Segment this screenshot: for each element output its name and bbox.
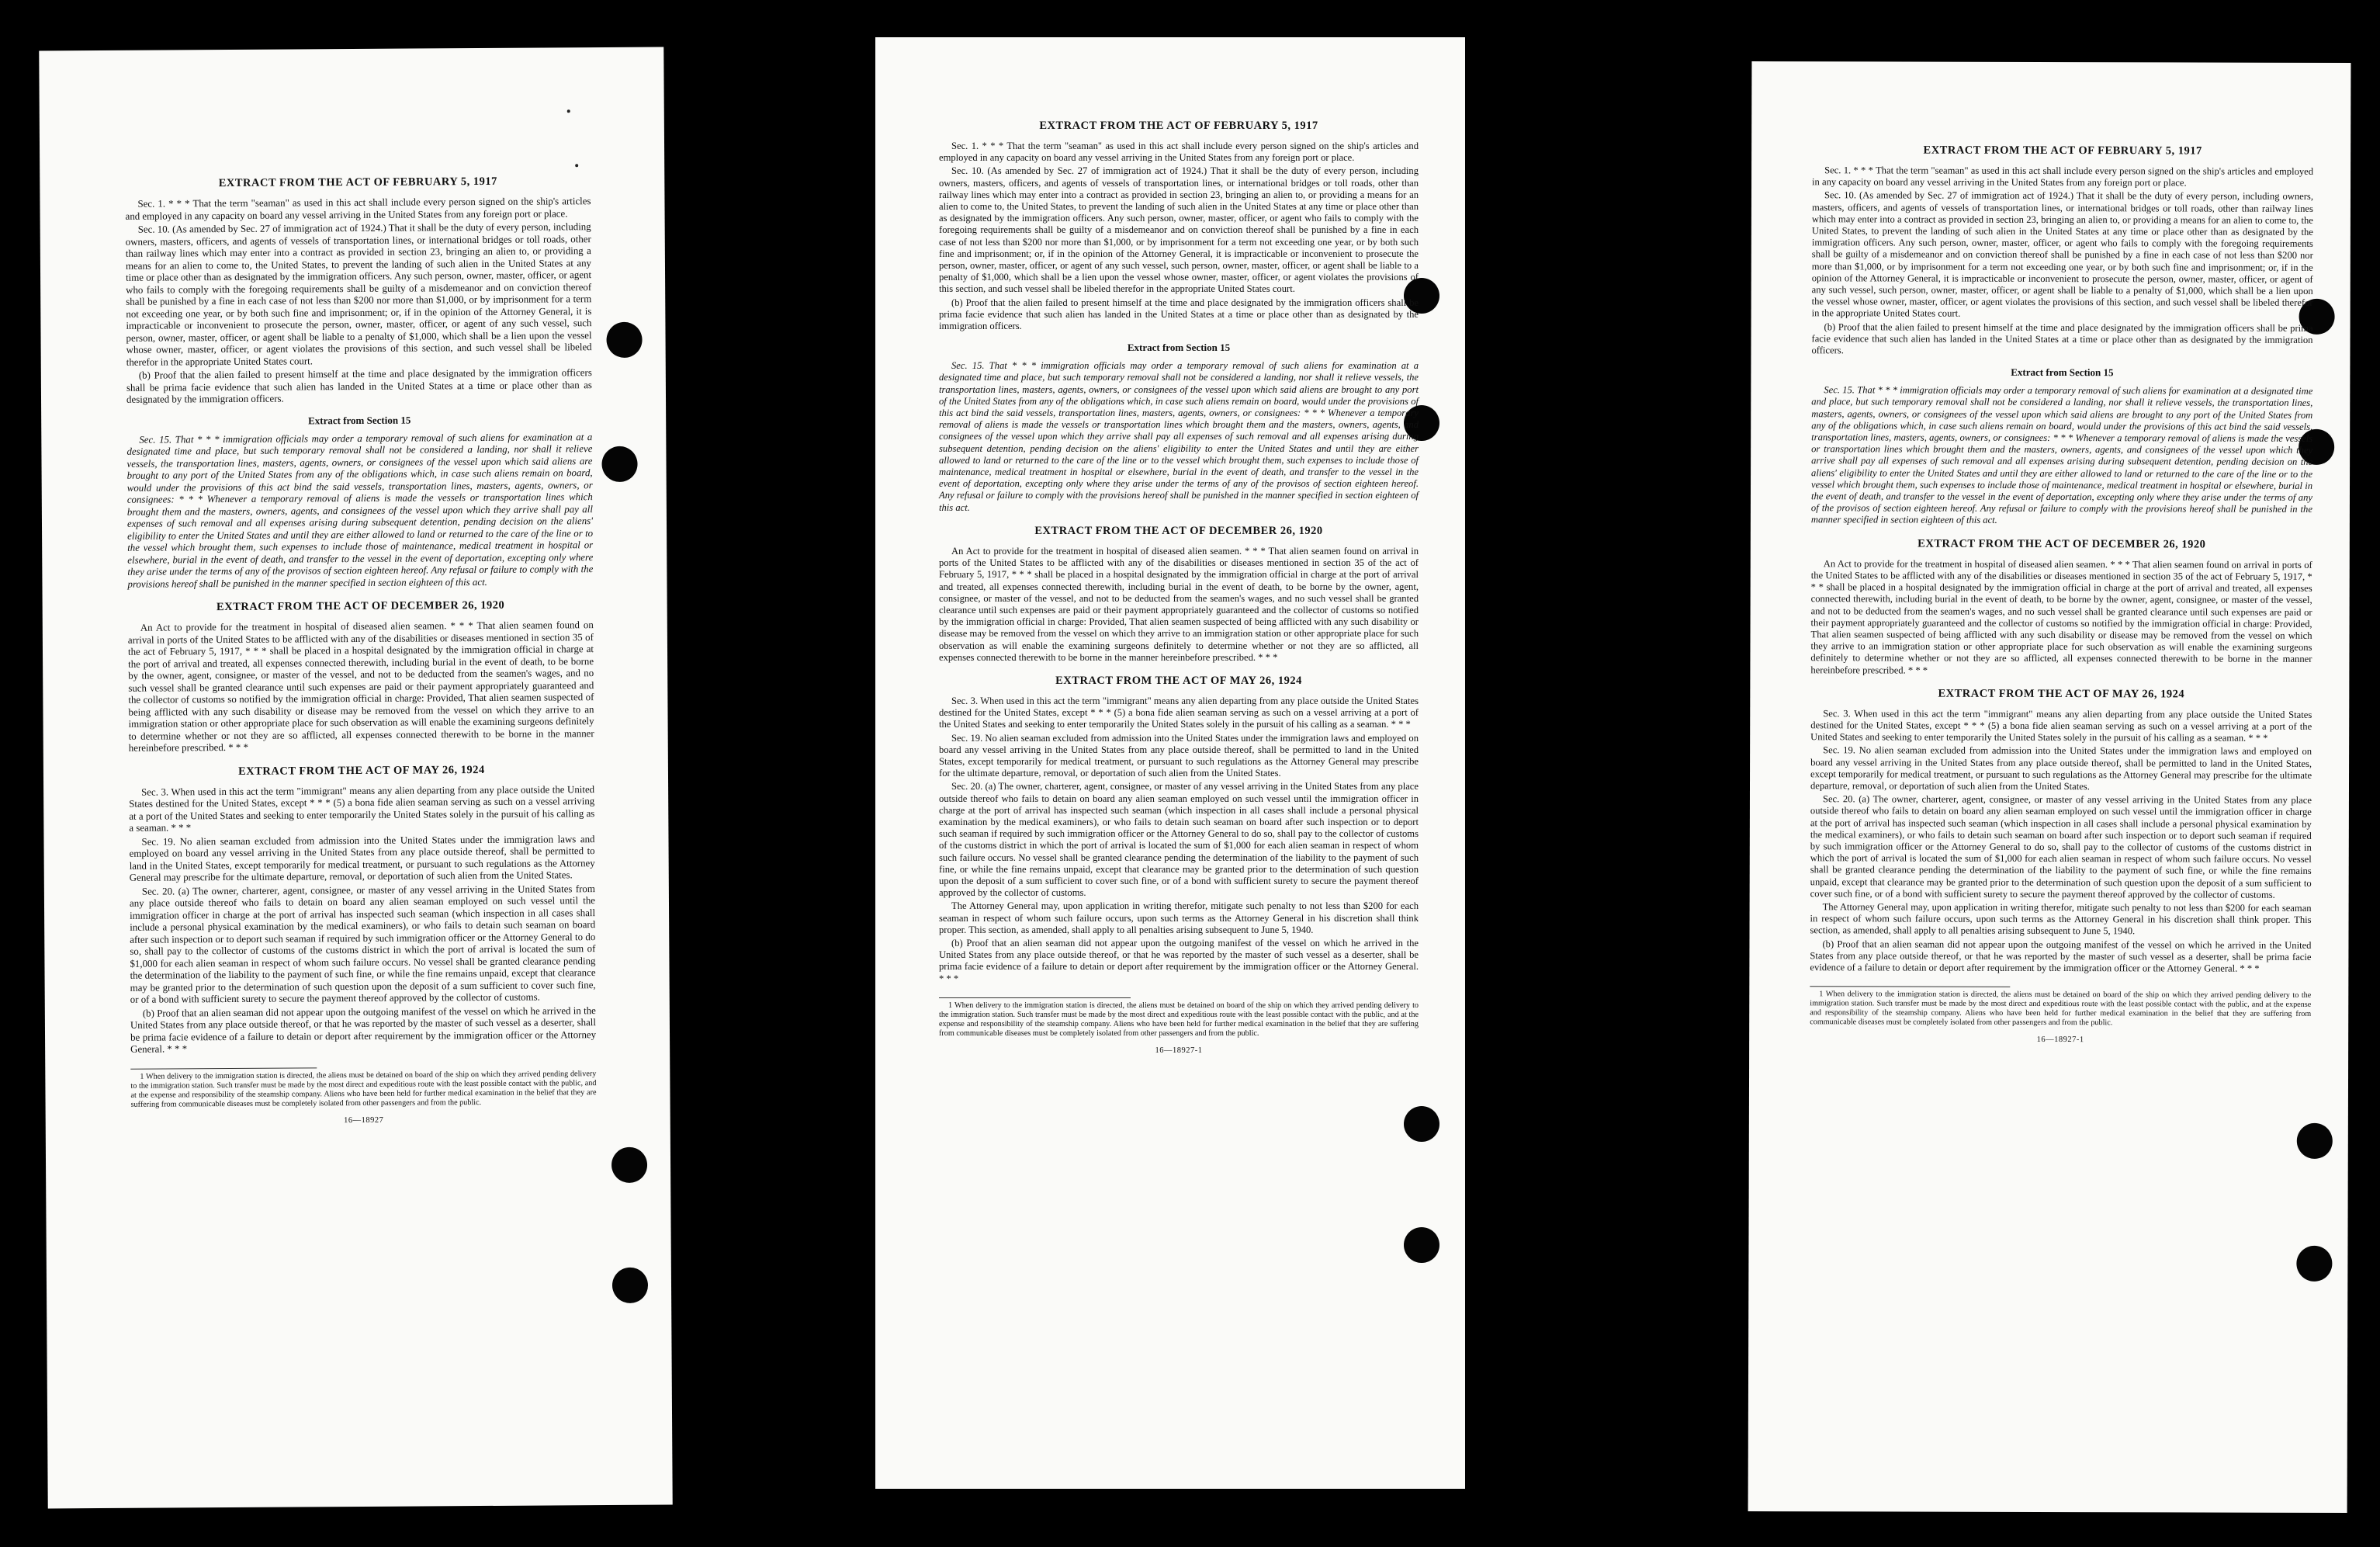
section-20b-text: (b) Proof that an alien seaman did not appear upon the outgoing manifest of the vessel on which he arrived in the United States from any place outside thereof, or that he was reported by the master of such vessel as a deserter, shall be prima facie evidence of a failure to detain or deport after requirement by the immigration officer or the Attorney General. * * * bbox=[130, 1004, 597, 1055]
section-20b-text: (b) Proof that an alien seaman did not appear upon the outgoing manifest of the vessel on which he arrived in the United States from any place outside thereof, or that he was reported by the master of such vessel as a deserter, shall be prima facie evidence of a failure to detain or deport after requirement by the immigration officer or the Attorney General. * * * bbox=[939, 937, 1419, 984]
section-20a-text: Sec. 20. (a) The owner, charterer, agent, consignee, or master of any vessel arriving in the United States from any place outside thereof who fails to detain on board any alien seaman employed on such vessel until the immigration officer in charge at the port of arrival has inspected such seaman (which inspection in all cases shall include a personal physical examination by the medical examiners), or who fails to detain such seaman on board after such inspection or to deport such seaman if required by such immigration officer or the Attorney General to do so, shall pay to the collector of customs of the customs district in which the port of arrival is located the sum of $1,000 for each alien seaman in respect of whom such failure occurs. No vessel shall be granted clearance pending the determination of the liability to the payment of such fine, or while the fine remains unpaid, except that clearance may be granted prior to the determination of such question upon the deposit of a sum sufficient to cover such fine, or of a bond with sufficient surety to secure the payment thereof approved by the collector of customs. bbox=[939, 781, 1419, 899]
section-20a-text: Sec. 20. (a) The owner, charterer, agent, consignee, or master of any vessel arriving in the United States from any place outside thereof who fails to detain on board any alien seaman employed on such vessel until the immigration officer in charge at the port of arrival has inspected such seaman (which inspection in all cases shall include a personal physical examination by the medical examiners), or who fails to detain such seaman on board after such inspection or to deport such seaman if required by such immigration officer or the Attorney General to do so, shall pay to the collector of customs of the customs district in which the port of arrival is located the sum of $1,000 for each alien seaman in respect of whom such failure occurs. No vessel shall be granted clearance pending the determination of the liability to the payment of such fine, or while the fine remains unpaid, except that clearance may be granted prior to the determination of such question upon the deposit of a sum sufficient to cover such fine, or of a bond with sufficient surety to secure the payment thereof approved by the collector of customs. bbox=[129, 883, 596, 1005]
act-1920-text: An Act to provide for the treatment in hospital of diseased alien seamen. * * * That alien seamen found on arrival in ports of the United States to be afflicted with any of the disabilities or diseases mentioned in section 35 of the act of February 5, 1917, * * * shall be placed in a hospital designated by the immigration official in charge at the port of arrival and treated, all expenses connected therewith, including burial in the event of death, to be borne by the owner, agent, consignee, or master of the vessel, and not to be deducted from the seamen's wages, and no such vessel shall be granted clearance until such expenses are paid or their payment appropriately guaranteed and the collector of customs so notified by the immigration official in charge: Provided, That alien seamen suspected of being afflicted with any such disability or disease may be removed from the vessel on which they arrive to an immigration station or other appropriate place for such observation as will enable the examining surgeons definitely to determine whether or not they are so afflicted, all expenses connected therewith to be borne in the manner hereinbefore prescribed. * * * bbox=[939, 545, 1419, 663]
section-3-text: Sec. 3. When used in this act the term "immigrant" means any alien departing from any place outside the United States destined for the United States, except * * * (5) a bona fide alien seaman serving as such on a vessel arriving at a port of the United States and seeking to enter temporarily the United States solely in the pursuit of his calling as a seaman. * * * bbox=[939, 695, 1419, 730]
section-1-text: Sec. 1. * * * That the term "seaman" as used in this act shall include every person signed on the ship's articles and employed in any capacity on board any vessel arriving in the United States from any foreign port or place. bbox=[125, 196, 591, 222]
section-10-text: Sec. 10. (As amended by Sec. 27 of immigration act of 1924.) That it shall be the duty of every person, including owners, masters, officers, and agents of vessels of transportation lines, or international bridges or toll roads, other than railway lines which may enter into a contract as provided in section 23, bringing an alien to, or providing a means for an alien to come to, the United States, to prevent the landing of such alien in the United States at any time or place other than as designated by the immigration officers. Any such person, owner, master, officer, or agent who fails to comply with the foregoing requirements shall be guilty of a misdemeanor and on conviction thereof shall be punished by a fine in each case of not less than $200 nor more than $1,000, or by imprisonment for a term not exceeding one year, or by both such fine and imprisonment; or, if in the opinion of the Attorney General, it is impracticable or inconvenient to prosecute the person, owner, master, officer, or agent of any such vessel, such person, owner, master, officer, or agent shall be liable to a penalty of $1,000, which shall be a lien upon the vessel whose owner, master, officer, or agent violates the provisions of this section, and such vessel shall be libeled therefor in the appropriate United States court. bbox=[939, 165, 1419, 295]
document-sheet-left bbox=[39, 47, 672, 1509]
heading-act-1924: EXTRACT FROM THE ACT OF MAY 26, 1924 bbox=[1055, 674, 1302, 687]
heading-act-1924: EXTRACT FROM THE ACT OF MAY 26, 1924 bbox=[238, 763, 485, 778]
section-20a-mitigation-text: The Attorney General may, upon application in writing therefor, mitigate such penalty to not less than $200 for each seaman in respect of whom such failure occurs, upon such terms as the Attorney General in his discretion shall think proper. This section, as amended, shall apply to all penalties arising subsequent to June 5, 1940. bbox=[1810, 901, 2312, 937]
speck bbox=[575, 164, 578, 167]
act-1920-text: An Act to provide for the treatment in hospital of diseased alien seamen. * * * That alien seamen found on arrival in ports of the United States to be afflicted with any of the disabilities or diseases mentioned in section 35 of the act of February 5, 1917, * * * shall be placed in a hospital designated by the immigration official in charge at the port of arrival and treated, all expenses connected therewith, including burial in the event of death, to be borne by the owner, agent, consignee, or master of the vessel, and not to be deducted from the seamen's wages, and no such vessel shall be granted clearance until such expenses are paid or their payment appropriately guaranteed and the collector of customs so notified by the immigration official in charge: Provided, That alien seamen suspected of being afflicted with any such disability or disease may be removed from the vessel on which they arrive to an immigration station or other appropriate place for such observation as will enable the examining surgeons definitely to determine whether or not they are so afflicted, all expenses connected therewith to be borne in the manner hereinbefore prescribed. * * * bbox=[1810, 557, 2312, 676]
section-19-text: Sec. 19. No alien seaman excluded from admission into the United States under the immigration laws and employed on board any vessel arriving in the United States from any place outside thereof, shall be permitted to land in the United States, except temporarily for medical treatment, or pursuant to such regulations as the Attorney General may prescribe for the ultimate departure, removal, or deportation of such alien from the United States. bbox=[939, 732, 1419, 779]
section-3-text: Sec. 3. When used in this act the term "immigrant" means any alien departing from any place outside the United States destined for the United States, except * * * (5) a bona fide alien seaman serving as such on a vessel arriving at a port of the United States and seeking to enter temporarily the United States solely in the pursuit of his calling as a seaman. * * * bbox=[1810, 707, 2312, 744]
act-1920-text: An Act to provide for the treatment in hospital of diseased alien seamen. * * * That alien seamen found on arrival in ports of the United States to be afflicted with any of the disabilities or diseases mentioned in section 35 of the act of February 5, 1917, * * * shall be placed in a hospital designated by the immigration official in charge at the port of arrival and treated, all expenses connected therewith, including burial in the event of death, to be borne by the owner, agent, consignee, or master of the vessel, and not to be deducted from the seamen's wages, and no such vessel shall be granted clearance until such expenses are paid or their payment appropriately guaranteed and the collector of customs so notified by the immigration official in charge: Provided, That alien seamen suspected of being afflicted with any such disability or disease may be removed from the vessel on which they arrive to an immigration station or other appropriate place for such observation as will enable the examining surgeons definitely to determine whether or not they are so afflicted, all expenses connected therewith to be borne in the manner hereinbefore prescribed. * * * bbox=[127, 619, 594, 754]
section-3-text: Sec. 3. When used in this act the term "immigrant" means any alien departing from any place outside the United States destined for the United States, except * * * (5) a bona fide alien seaman serving as such on a vessel arriving at a port of the United States and seeking to enter temporarily the United States solely in the pursuit of his calling as a seaman. * * * bbox=[129, 783, 595, 834]
subheading-section-15: Extract from Section 15 bbox=[2011, 366, 2114, 379]
form-code: 16—18927 bbox=[344, 1115, 384, 1125]
heading-act-1917: EXTRACT FROM THE ACT OF FEBRUARY 5, 1917 bbox=[1923, 144, 2202, 158]
section-19-text: Sec. 19. No alien seaman excluded from admission into the United States under the immigration laws and employed on board any vessel arriving in the United States from any place outside thereof, shall be permitted to land in the United States, except temporarily for medical treatment, or pursuant to such regulations as the Attorney General may prescribe for the ultimate departure, removal, or deportation of such alien from the United States. bbox=[129, 833, 595, 883]
punch-hole bbox=[1404, 1106, 1439, 1142]
punch-hole bbox=[601, 446, 637, 482]
form-code: 16—18927-1 bbox=[1155, 1046, 1203, 1055]
section-15-text: Sec. 15. That * * * immigration officials may order a temporary removal of such aliens for examination at a designated time and place, but such temporary removal shall not be considered a landing, nor shall it relieve vessels, the transportation lines, masters, agents, owners, or consignees of the vessel upon which said aliens are brought to any port of the United States from any of the obligations which, in case such aliens remain on board, would under the provisions of this act bind the said vessels, transportation lines, masters, agents, owners, or consignees: * * * Whenever a temporary removal of aliens is made the vessels or transportation lines which brought them and the masters, owners, agents, and consignees of the vessel upon which they arrive shall pay all expenses of such removal and all expenses arising during subsequent detention, pending decision on the aliens' eligibility to enter the United States and until they are either allowed to land or returned to the care of the line or to the vessel which brought them, such expenses to include those of maintenance, medical treatment in hospital or elsewhere, burial in the event of death, and transfer to the vessel in the event of deportation, excepting only where they arise under the terms of any of the provisos of section eighteen hereof. Any refusal or failure to comply with the provisions hereof shall be punished in the manner specified in section eighteen of this act. bbox=[1810, 384, 2313, 526]
section-20a-mitigation-text: The Attorney General may, upon application in writing therefor, mitigate such penalty to not less than $200 for each seaman in respect of whom such failure occurs, upon such terms as the Attorney General in his discretion shall think proper. This section, as amended, shall apply to all penalties arising subsequent to June 5, 1940. bbox=[939, 900, 1419, 935]
punch-hole bbox=[2296, 1246, 2332, 1282]
footnote: 1 When delivery to the immigration station is directed, the aliens must be detained on board of the ship on which they arrived pending delivery to the immigration station. Such transfer must be made by the most direct and expeditious route with the least possible contact with the public, and at the expense and responsibility of the steamship company. Aliens who have been held for further medical examination in the belief that they are suffering from communicable diseases must be completely isolated from other passengers and from the public. bbox=[1810, 990, 2312, 1028]
speck bbox=[567, 109, 570, 113]
section-10-text: Sec. 10. (As amended by Sec. 27 of immigration act of 1924.) That it shall be the duty of every person, including owners, masters, officers, and agents of vessels of transportation lines, or international bridges or toll roads, other than railway lines which may enter into a contract as provided in section 23, bringing an alien to, or providing a means for an alien to come to, the United States, to prevent the landing of such alien in the United States at any time or place other than as designated by the immigration officers. Any such person, owner, master, officer, or agent who fails to comply with the foregoing requirements shall be guilty of a misdemeanor and on conviction thereof shall be punished by a fine in each case of not less than $200 nor more than $1,000, or by imprisonment for a term not exceeding one year, or by both such fine and imprisonment; or, if in the opinion of the Attorney General, it is impracticable or inconvenient to prosecute the person, owner, master, officer, or agent of any such vessel, such person, owner, master, officer, or agent shall be liable to a penalty of $1,000, which shall be a lien upon the vessel whose owner, master, officer, or agent violates the provisions of this section, and such vessel shall be libeled therefor in the appropriate United States court. bbox=[125, 221, 592, 368]
footnote-rule bbox=[130, 1067, 317, 1069]
heading-act-1920: EXTRACT FROM THE ACT OF DECEMBER 26, 1920 bbox=[1034, 524, 1323, 537]
section-15-text: Sec. 15. That * * * immigration officials may order a temporary removal of such aliens for examination at a designated time and place, but such temporary removal shall not be considered a landing, nor shall it relieve vessels, the transportation lines, masters, agents, owners, or consignees of the vessel upon which said aliens are brought to any port of the United States from any of the obligations which, in case such aliens remain on board, would under the provisions of this act bind the said vessels, transportation lines, masters, agents, owners, or consignees: * * * Whenever a temporary removal of aliens is made the vessels or transportation lines which brought them and the masters, owners, agents, and consignees of the vessel upon which they arrive shall pay all expenses of such removal and all expenses arising during subsequent detention, pending decision on the aliens' eligibility to enter the United States and until they are either allowed to land or returned to the care of the line or to the vessel which brought them, such expenses to include those of maintenance, medical treatment in hospital or elsewhere, burial in the event of death, and transfer to the vessel in the event of deportation, excepting only where they arise under the terms of any of the provisos of section eighteen hereof. Any refusal or failure to comply with the provisions hereof shall be punished in the manner specified in section eighteen of this act. bbox=[939, 360, 1419, 513]
section-15-text: Sec. 15. That * * * immigration officials may order a temporary removal of such aliens for examination at a designated time and place, but such temporary removal shall not be considered a landing, nor shall it relieve vessels, the transportation lines, masters, agents, owners, or consignees of the vessel upon which said aliens are brought to any port of the United States from any of the obligations which, in case such aliens remain on board, would under the provisions of this act bind the said vessels, transportation lines, masters, agents, owners, or consignees: * * * Whenever a temporary removal of aliens is made the vessels or transportation lines which brought them and the masters, owners, agents, and consignees of the vessel upon which they arrive shall pay all expenses of such removal and all expenses arising during subsequent detention, pending decision on the aliens' eligibility to enter the United States and until they are either allowed to land or returned to the care of the line or to the vessel which brought them, such expenses to include those of maintenance, medical treatment in hospital or elsewhere, burial in the event of death, and transfer to the vessel in the event of deportation, excepting only where they arise under the terms of any of the provisos of section eighteen hereof. Any refusal or failure to comply with the provisions hereof shall be punished in the manner specified in section eighteen of this act. bbox=[126, 431, 594, 590]
document-sheet-center bbox=[875, 37, 1465, 1489]
heading-act-1920: EXTRACT FROM THE ACT OF DECEMBER 26, 1920 bbox=[1918, 537, 2206, 551]
footnote-rule bbox=[939, 997, 1131, 998]
footnote: 1 When delivery to the immigration station is directed, the aliens must be detained on board of the ship on which they arrived pending delivery to the immigration station. Such transfer must be made by the most direct and expeditious route with the least possible contact with the public, and at the expense and responsibility of the steamship company. Aliens who have been held for further medical examination in the belief that they are suffering from communicable diseases must be completely isolated from other passengers and from the public. bbox=[939, 1001, 1419, 1038]
section-10b-text: (b) Proof that the alien failed to present himself at the time and place designated by the immigration officers shall be prima facie evidence that such alien has landed in the United States at a time or place other than as designated by the immigration officers. bbox=[1811, 321, 2313, 356]
footnote: 1 When delivery to the immigration station is directed, the aliens must be detained on board of the ship on which they arrived pending delivery to the immigration station. Such transfer must be made by the most direct and expeditious route with the least possible contact with the public, and at the expense and responsibility of the steamship company. Aliens who have been held for further medical examination in the belief that they are suffering from communicable diseases must be completely isolated from other passengers and from the public. bbox=[130, 1069, 597, 1109]
punch-hole bbox=[2297, 1123, 2333, 1159]
footnote-rule bbox=[1810, 986, 2010, 987]
section-10b-text: (b) Proof that the alien failed to present himself at the time and place designated by the immigration officers shall be prima facie evidence that such alien has landed in the United States at a time or place other than as designated by the immigration officers. bbox=[939, 297, 1419, 332]
punch-hole bbox=[611, 1147, 647, 1183]
heading-act-1924: EXTRACT FROM THE ACT OF MAY 26, 1924 bbox=[1938, 687, 2185, 701]
section-10b-text: (b) Proof that the alien failed to present himself at the time and place designated by the immigration officers shall be prima facie evidence that such alien has landed in the United States at a time or place other than as designated by the immigration officers. bbox=[126, 367, 592, 405]
section-19-text: Sec. 19. No alien seaman excluded from admission into the United States under the immigration laws and employed on board any vessel arriving in the United States from any place outside thereof, shall be permitted to land in the United States, except temporarily for medical treatment, or pursuant to such regulations as the Attorney General may prescribe for the ultimate departure, removal, or deportation of such alien from the United States. bbox=[1810, 744, 2312, 793]
heading-act-1917: EXTRACT FROM THE ACT OF FEBRUARY 5, 1917 bbox=[218, 175, 497, 190]
heading-act-1917: EXTRACT FROM THE ACT OF FEBRUARY 5, 1917 bbox=[1039, 120, 1318, 132]
section-20a-text: Sec. 20. (a) The owner, charterer, agent, consignee, or master of any vessel arriving in the United States from any place outside thereof who fails to detain on board any alien seaman employed on such vessel until the immigration officer in charge at the port of arrival has inspected such seaman (which inspection in all cases shall include a personal physical examination by the medical examiners), or who fails to detain such seaman on board after such inspection or to deport such seaman if required by such immigration officer or the Attorney General to do so, shall pay to the collector of customs of the customs district in which the port of arrival is located the sum of $1,000 for each alien seaman in respect of whom such failure occurs. No vessel shall be granted clearance pending the determination of the liability to the payment of such fine, or while the fine remains unpaid, except that clearance may be granted prior to the determination of such question upon the deposit of a sum sufficient to cover such fine, or of a bond with sufficient surety to secure the payment thereof approved by the collector of customs. bbox=[1810, 793, 2312, 900]
section-20b-text: (b) Proof that an alien seaman did not appear upon the outgoing manifest of the vessel on which he arrived in the United States from any place outside thereof, or that he was reported by the master of such vessel as a deserter, shall be prima facie evidence of a failure to detain or deport after requirement by the immigration officer or the Attorney General. * * * bbox=[1810, 938, 2312, 974]
form-code: 16—18927-1 bbox=[2036, 1035, 2084, 1045]
subheading-section-15: Extract from Section 15 bbox=[307, 414, 411, 426]
heading-act-1920: EXTRACT FROM THE ACT OF DECEMBER 26, 1920 bbox=[216, 598, 505, 614]
punch-hole bbox=[612, 1268, 648, 1303]
section-1-text: Sec. 1. * * * That the term "seaman" as used in this act shall include every person signed on the ship's articles and employed in any capacity on board any vessel arriving in the United States from any foreign port or place. bbox=[939, 140, 1419, 164]
punch-hole bbox=[1404, 1227, 1439, 1263]
punch-hole bbox=[606, 322, 642, 358]
subheading-section-15: Extract from Section 15 bbox=[1127, 342, 1231, 354]
document-sheet-right bbox=[1748, 61, 2351, 1513]
section-1-text: Sec. 1. * * * That the term "seaman" as used in this act shall include every person signed on the ship's articles and employed in any capacity on board any vessel arriving in the United States from any foreign port or place. bbox=[1812, 165, 2314, 189]
section-10-text: Sec. 10. (As amended by Sec. 27 of immigration act of 1924.) That it shall be the duty of every person, including owners, masters, officers, and agents of vessels of transportation lines, or international bridges or toll roads, other than railway lines which may enter into a contract as provided in section 23, bringing an alien to, or providing a means for an alien to come to, the United States, to prevent the landing of such alien in the United States at any time or place other than as designated by the immigration officers. Any such person, owner, master, officer, or agent who fails to comply with the foregoing requirements shall be guilty of a misdemeanor and on conviction thereof shall be punished by a fine in each case of not less than $200 nor more than $1,000, or by imprisonment for a term not exceeding one year, or by both such fine and imprisonment; or, if in the opinion of the Attorney General, it is impracticable or inconvenient to prosecute the person, owner, master, officer, or agent of any such vessel, such person, owner, master, officer, or agent shall be liable to a penalty of $1,000, which shall be a lien upon the vessel whose owner, master, officer, or agent violates the provisions of this section, and such vessel shall be libeled therefor in the appropriate United States court. bbox=[1811, 189, 2314, 320]
